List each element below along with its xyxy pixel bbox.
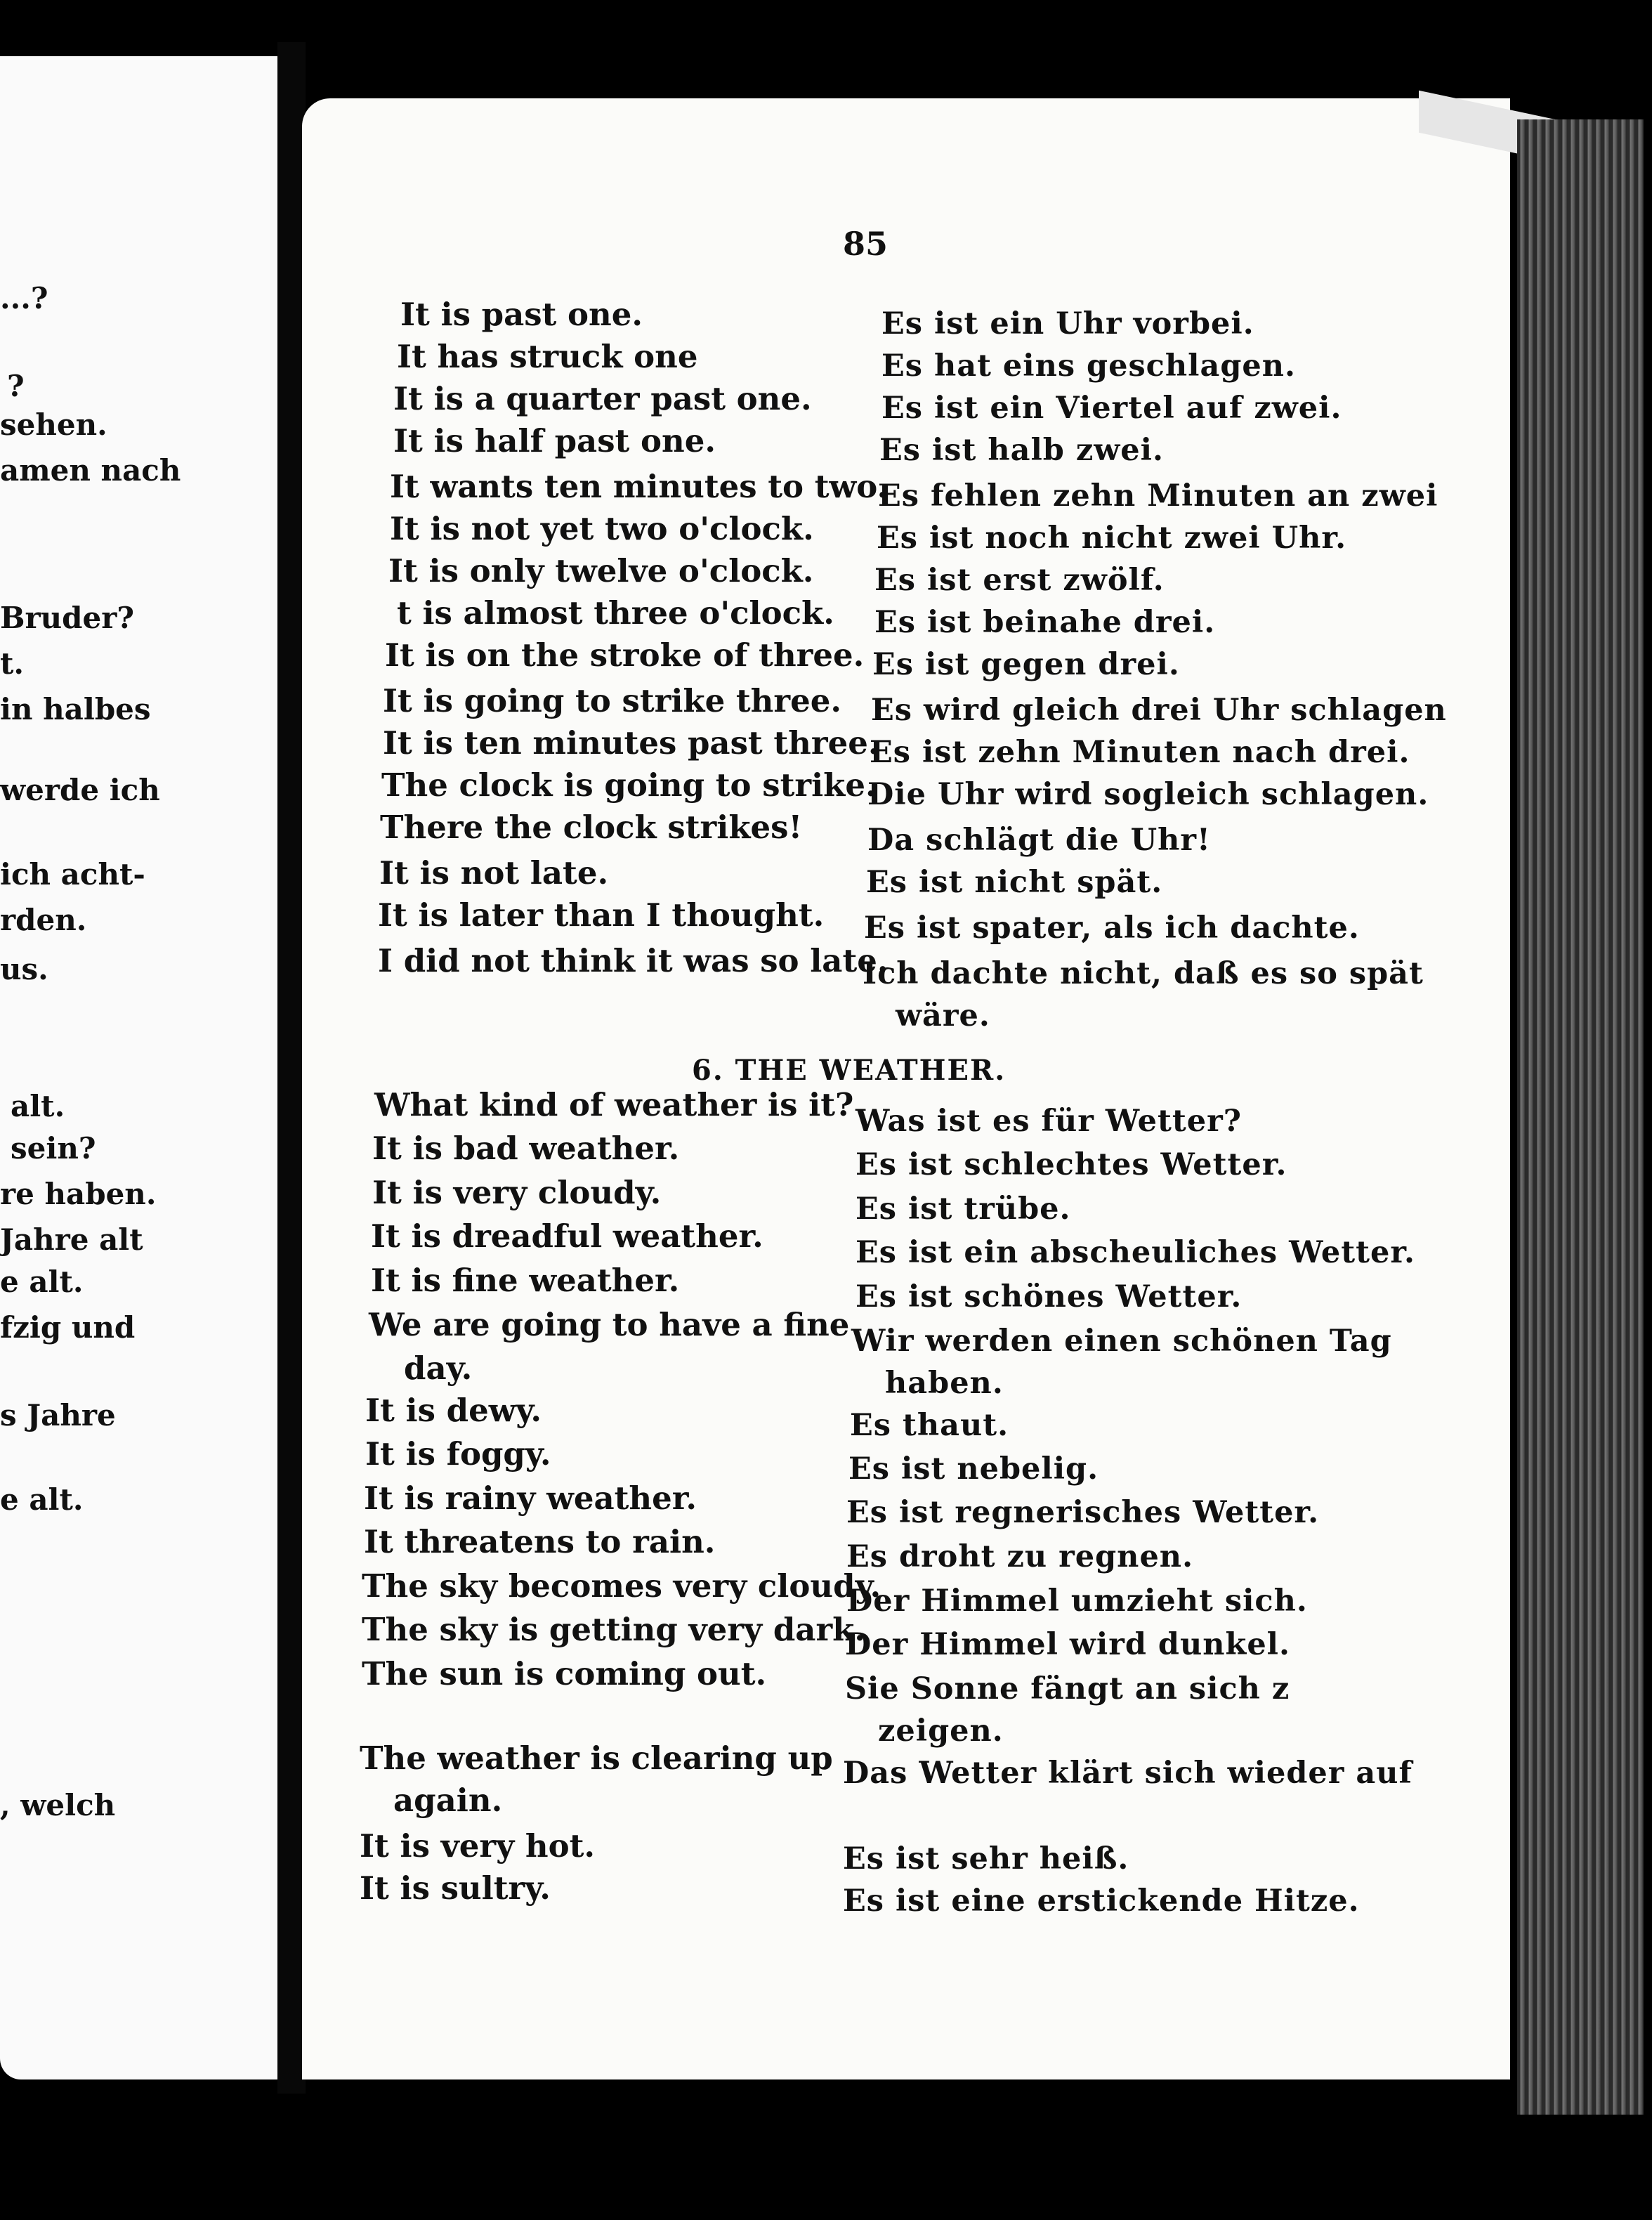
german-phrase: Wir werden einen schönen Tag (851, 1324, 1392, 1359)
german-phrase: Es ist erst zwölf. (874, 563, 1165, 598)
german-phrase: Es ist ein Uhr vorbei. (881, 306, 1254, 341)
english-phrase: It is dewy. (365, 1392, 542, 1429)
german-phrase: Es ist schönes Wetter. (855, 1279, 1243, 1314)
book-gutter (277, 42, 306, 2094)
german-phrase: Es ist regnerisches Wetter. (846, 1495, 1320, 1530)
german-phrase: Es ist zehn Minuten nach drei. (870, 735, 1410, 770)
left-fragment: in halbes (0, 692, 151, 726)
german-phrase: Sie Sonne fängt an sich z (845, 1671, 1290, 1706)
german-phrase: Es droht zu regnen. (846, 1539, 1194, 1574)
english-phrase: It is half past one. (393, 422, 716, 459)
german-phrase: Es ist ein abscheuliches Wetter. (855, 1235, 1416, 1270)
left-fragment: s Jahre (0, 1398, 116, 1432)
german-phrase: Es thaut. (850, 1408, 1009, 1443)
german-phrase: Es fehlen zehn Minuten an zwei (878, 478, 1438, 514)
english-phrase: The clock is going to strike. (381, 766, 877, 804)
german-phrase: Es ist noch nicht zwei Uhr. (877, 521, 1347, 556)
left-fragment: Bruder? (0, 601, 134, 635)
english-phrase: The sky becomes very cloudy. (362, 1567, 881, 1605)
english-phrase: It is ten minutes past three. (383, 724, 879, 762)
german-phrase: Es ist gegen drei. (872, 647, 1180, 682)
german-phrase: Es ist sehr heiß. (843, 1841, 1129, 1876)
german-phrase: zeigen. (878, 1713, 1004, 1749)
german-phrase: Ich dachte nicht, daß es so spät (863, 956, 1424, 991)
german-phrase: Es hat eins geschlagen. (881, 348, 1296, 384)
english-phrase: t is almost three o'clock. (397, 594, 834, 632)
left-fragment: werde ich (0, 773, 160, 807)
left-fragment: , welch (0, 1788, 116, 1822)
left-fragment: Jahre alt (0, 1222, 143, 1257)
left-fragment: amen nach (0, 453, 181, 488)
left-page (0, 56, 277, 2079)
left-fragment: sein? (11, 1131, 96, 1166)
english-phrase: It is on the stroke of three. (385, 636, 865, 674)
german-phrase: Es ist beinahe drei. (874, 605, 1216, 640)
english-phrase: It is bad weather. (372, 1130, 680, 1167)
german-phrase: wäre. (896, 998, 990, 1033)
left-fragment: us. (0, 952, 48, 986)
english-phrase: It is only twelve o'clock. (388, 552, 814, 589)
english-phrase: It is going to strike three. (383, 682, 842, 719)
german-phrase: Es ist nicht spät. (866, 865, 1163, 900)
english-phrase: The sun is coming out. (362, 1655, 767, 1692)
english-phrase: It is very hot. (360, 1827, 596, 1865)
english-phrase: It is dreadful weather. (371, 1217, 763, 1255)
english-phrase: again. (393, 1782, 503, 1819)
german-phrase: Es ist spater, als ich dachte. (864, 910, 1360, 946)
english-phrase: It wants ten minutes to two. (390, 468, 889, 505)
left-fragment: sehen. (0, 407, 107, 442)
german-phrase: Das Wetter klärt sich wieder auf (843, 1756, 1412, 1791)
german-phrase: haben. (885, 1366, 1004, 1401)
german-phrase: Es ist eine erstickende Hitze. (843, 1883, 1360, 1919)
english-phrase: It is not late. (379, 854, 609, 892)
english-phrase: The sky is getting very dark. (362, 1611, 866, 1648)
english-phrase: It is fine weather. (371, 1262, 680, 1299)
left-fragment: alt. (11, 1089, 65, 1123)
english-phrase: It is sultry. (360, 1869, 551, 1907)
english-phrase: It is rainy weather. (364, 1480, 697, 1517)
left-fragment: re haben. (0, 1177, 157, 1211)
german-phrase: Der Himmel wird dunkel. (845, 1627, 1290, 1662)
german-phrase: Da schlägt die Uhr! (867, 823, 1211, 858)
english-phrase: It has struck one (397, 338, 698, 375)
german-phrase: Es ist halb zwei. (879, 433, 1164, 468)
left-fragment: ? (7, 369, 25, 403)
german-phrase: Es ist nebelig. (848, 1451, 1099, 1487)
english-phrase: The weather is clearing up (360, 1739, 833, 1777)
left-fragment: rden. (0, 903, 87, 937)
english-phrase: There the clock strikes! (380, 809, 803, 846)
german-phrase: Es wird gleich drei Uhr schlagen (871, 693, 1447, 728)
german-phrase: Die Uhr wird sogleich schlagen. (867, 777, 1429, 812)
english-phrase: It is not yet two o'clock. (390, 510, 814, 547)
left-fragment: t. (0, 646, 25, 681)
german-phrase: Was ist es für Wetter? (855, 1104, 1242, 1139)
english-phrase: What kind of weather is it? (374, 1086, 854, 1123)
left-fragment: ich acht- (0, 857, 145, 892)
german-phrase: Es ist schlechtes Wetter. (855, 1147, 1287, 1182)
english-phrase: It threatens to rain. (364, 1523, 716, 1560)
page-number: 85 (843, 225, 889, 263)
german-phrase: Der Himmel umzieht sich. (846, 1584, 1308, 1619)
english-phrase: It is later than I thought. (378, 896, 825, 934)
english-phrase: It is past one. (400, 296, 643, 333)
english-phrase: day. (404, 1350, 473, 1387)
left-fragment: fzig und (0, 1310, 136, 1345)
english-phrase: It is a quarter past one. (393, 380, 812, 417)
left-fragment: e alt. (0, 1265, 84, 1299)
english-phrase: It is very cloudy. (372, 1174, 662, 1211)
german-phrase: Es ist trübe. (855, 1191, 1071, 1227)
english-phrase: We are going to have a fine (369, 1306, 850, 1343)
left-fragment: ...? (0, 281, 48, 315)
section-heading: 6. THE WEATHER. (692, 1054, 1007, 1087)
left-fragment: e alt. (0, 1482, 84, 1517)
page-edges (1517, 119, 1644, 2115)
german-phrase: Es ist ein Viertel auf zwei. (881, 391, 1342, 426)
english-phrase: It is foggy. (365, 1435, 551, 1473)
english-phrase: I did not think it was so late. (378, 942, 889, 979)
